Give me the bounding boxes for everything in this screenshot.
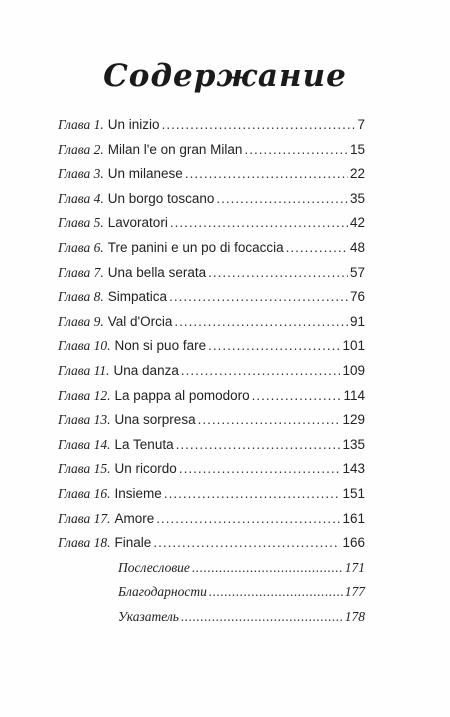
toc-entry-chapter-16	[58, 486, 365, 511]
section-name: Благодарности	[118, 584, 207, 600]
dot-leader	[153, 535, 340, 550]
page-number: 42	[349, 215, 365, 231]
page-number: 178	[344, 608, 365, 624]
chapter-prefix: Глава 7.	[58, 264, 104, 280]
chapter-name: Non si puo fare	[114, 338, 207, 354]
chapter-prefix: Глава 3.	[58, 166, 104, 182]
dot-leader	[208, 338, 340, 353]
chapter-name: Un milanese	[107, 166, 183, 182]
page-title: Содержание	[103, 58, 347, 94]
page-number: 48	[349, 239, 365, 255]
dot-leader	[209, 584, 343, 600]
chapter-name: Tre panini e un po di focaccia	[107, 239, 284, 255]
chapter-prefix: Глава 15.	[58, 461, 111, 477]
chapter-name: Una sorpresa	[114, 412, 196, 428]
chapter-prefix: Глава 2.	[58, 141, 104, 157]
chapter-name: Un borgo toscano	[107, 190, 215, 206]
toc-entry-chapter-3	[58, 166, 365, 191]
chapter-name: Un inizio	[107, 117, 160, 132]
page-number: 57	[349, 264, 365, 280]
toc-entry-chapter-7	[58, 265, 365, 290]
page-number: 101	[342, 338, 365, 354]
chapter-prefix: Глава 14.	[58, 436, 111, 452]
chapter-prefix: Глава 13.	[58, 412, 111, 428]
chapter-name: Finale	[114, 535, 152, 551]
section-name: Послесловие	[118, 559, 190, 575]
chapter-prefix: Глава 5.	[58, 215, 104, 231]
chapter-name: La Tenuta	[114, 436, 174, 452]
page-number: 15	[349, 141, 365, 157]
page-number: 91	[349, 313, 365, 329]
dot-leader	[174, 314, 348, 329]
chapter-prefix: Глава 17.	[58, 510, 111, 526]
page-number: 22	[349, 166, 365, 182]
chapter-prefix: Глава 1.	[58, 117, 104, 132]
page-number: 171	[344, 559, 365, 575]
page-number: 76	[349, 289, 365, 305]
page-number: 35	[349, 190, 365, 206]
dot-leader	[198, 412, 341, 427]
toc-entry-chapter-10	[58, 338, 365, 363]
chapter-name: Val d'Orcia	[107, 313, 173, 329]
toc-entry-chapter-14	[58, 437, 365, 462]
page-number: 177	[344, 584, 365, 600]
chapter-name: Insieme	[114, 485, 162, 501]
toc-entry-chapter-15	[58, 461, 365, 486]
chapter-prefix: Глава 10.	[58, 338, 111, 354]
toc-entry-acknowledgements	[58, 584, 365, 609]
dot-leader	[156, 511, 340, 526]
dot-leader	[192, 560, 343, 576]
chapter-prefix: Глава 6.	[58, 239, 104, 255]
chapter-prefix: Глава 11.	[58, 362, 110, 378]
toc-entry-chapter-1	[58, 117, 365, 142]
dot-leader	[181, 609, 343, 625]
toc-entry-afterword	[58, 560, 365, 585]
dot-leader	[170, 215, 348, 230]
chapter-name: Un ricordo	[114, 461, 177, 477]
toc-entry-chapter-6	[58, 240, 365, 265]
chapter-prefix: Глава 8.	[58, 289, 104, 305]
page-number: 114	[343, 387, 365, 403]
toc-entry-chapter-18	[58, 535, 365, 560]
dot-leader	[162, 117, 356, 132]
dot-leader	[164, 486, 341, 501]
chapter-name: Una danza	[113, 362, 179, 378]
dot-leader	[286, 240, 348, 255]
dot-leader	[176, 437, 341, 452]
dot-leader	[185, 166, 348, 181]
page-number: 166	[342, 535, 365, 551]
section-name: Указатель	[118, 608, 179, 624]
chapter-name: Amore	[114, 510, 155, 526]
chapter-name: Milan l'e on gran Milan	[107, 141, 243, 157]
chapter-name: La pappa al pomodoro	[114, 387, 250, 403]
page-number: 151	[342, 485, 365, 501]
toc-entry-chapter-8	[58, 289, 365, 314]
toc-entry-chapter-5	[58, 215, 365, 240]
toc-entry-chapter-12	[58, 388, 365, 413]
chapter-prefix: Глава 16.	[58, 485, 111, 501]
toc-entry-chapter-13	[58, 412, 365, 437]
dot-leader	[169, 289, 348, 304]
page-number: 7	[357, 117, 365, 132]
chapter-prefix: Глава 12.	[58, 387, 111, 403]
chapter-prefix: Глава 4.	[58, 190, 104, 206]
dot-leader	[181, 363, 341, 378]
toc-entry-chapter-2	[58, 142, 365, 167]
chapter-prefix: Глава 9.	[58, 313, 104, 329]
chapter-prefix: Глава 18.	[58, 535, 111, 551]
chapter-name: Lavoratori	[107, 215, 168, 231]
page-number: 135	[342, 436, 365, 452]
dot-leader	[244, 142, 348, 157]
page-number: 109	[342, 362, 365, 378]
dot-leader	[216, 191, 348, 206]
table-of-contents	[58, 117, 365, 633]
toc-entry-chapter-9	[58, 314, 365, 339]
toc-entry-chapter-17	[58, 511, 365, 536]
chapter-name: Simpatica	[107, 289, 168, 305]
page-number: 129	[342, 412, 365, 428]
dot-leader	[179, 461, 341, 476]
page-number: 161	[342, 510, 365, 526]
toc-entry-chapter-11	[58, 363, 365, 388]
dot-leader	[252, 388, 342, 403]
dot-leader	[208, 265, 348, 280]
toc-entry-index	[58, 609, 365, 634]
toc-entry-chapter-4	[58, 191, 365, 216]
page-number: 143	[342, 461, 365, 477]
chapter-name: Una bella serata	[107, 264, 207, 280]
